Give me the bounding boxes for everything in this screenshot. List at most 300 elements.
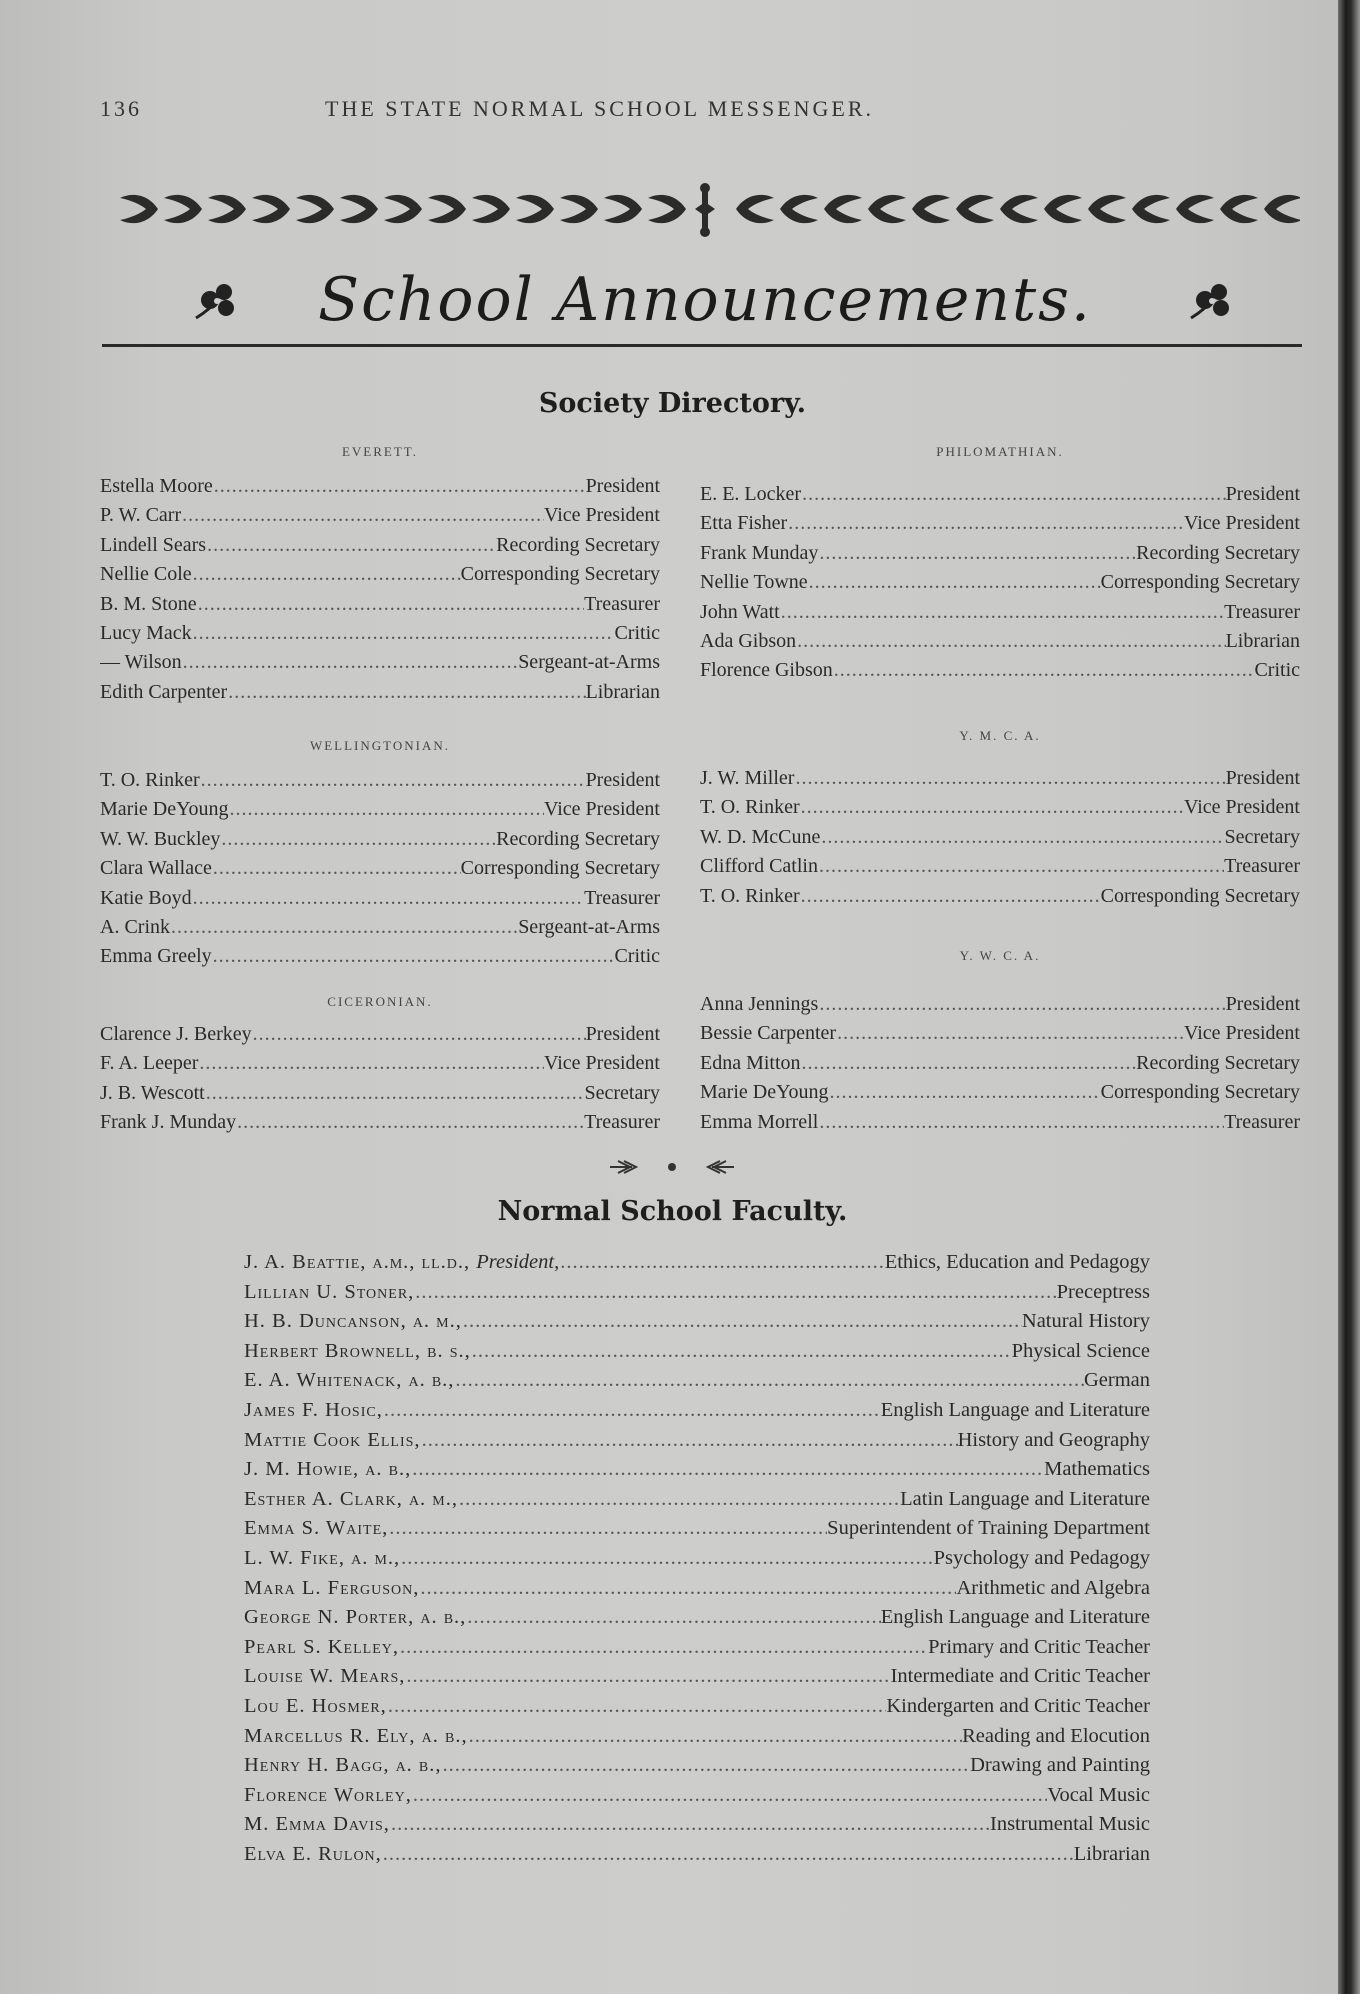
officer-role: Librarian [1225, 629, 1300, 652]
officer-role: Vice President [1184, 1022, 1300, 1045]
officer-role: Sergeant-at-Arms [518, 915, 660, 938]
leader-dots [796, 627, 1225, 656]
officer-row [100, 1020, 660, 1049]
faculty-subject: Superintendent of Training Department [827, 1517, 1150, 1540]
officer-role: Vice President [544, 798, 660, 821]
faculty-name [244, 1781, 412, 1811]
headline-text: School Announcements. [317, 265, 1092, 335]
leader-dots [220, 825, 496, 854]
officer-role: Critic [614, 621, 660, 644]
officer-role: Corresponding Secretary [1100, 884, 1300, 907]
officer-role: Recording Secretary [496, 827, 660, 850]
officer-row [700, 882, 1300, 911]
faculty-name-text: Esther A. Clark, a. m., [244, 1487, 459, 1510]
faculty-name-text: M. Emma Davis, [244, 1813, 390, 1836]
society-list-wellingtonian [100, 766, 660, 972]
ornament-leaf [912, 195, 950, 223]
officer-row [700, 509, 1300, 538]
ornament-leaf [1132, 195, 1170, 223]
officer-name: Emma Greely [100, 945, 212, 968]
faculty-name [244, 1426, 421, 1456]
ornament-leaf [384, 195, 422, 223]
faculty-row [244, 1485, 1150, 1515]
faculty-subject: Drawing and Painting [970, 1754, 1150, 1777]
society-list-ywca [700, 990, 1300, 1137]
faculty-name [244, 1455, 411, 1485]
faculty-name-text: Henry H. Bagg, a. b., [244, 1754, 442, 1777]
officer-row [700, 627, 1300, 656]
officer-name: Etta Fisher [700, 512, 788, 535]
officer-role: President [585, 475, 660, 497]
faculty-subject: Natural History [1021, 1310, 1150, 1333]
faculty-row [244, 1781, 1150, 1811]
officer-role: Treasurer [1224, 855, 1300, 878]
officer-name: Frank Munday [700, 541, 819, 564]
ornament-leaf [1088, 195, 1126, 223]
officer-name: E. E. Locker [700, 483, 802, 505]
leader-dots [382, 1840, 1074, 1870]
faculty-subject: Preceptress [1056, 1280, 1150, 1303]
officer-name: W. W. Buckley [100, 827, 221, 850]
leader-dots [212, 942, 615, 971]
faculty-row [244, 1278, 1150, 1308]
running-title: THE STATE NORMAL SCHOOL MESSENGER. [325, 96, 875, 121]
faculty-row [244, 1366, 1150, 1396]
fleuron-left-icon [190, 274, 244, 328]
faculty-row [244, 1692, 1150, 1722]
officer-role: Sergeant-at-Arms [518, 651, 660, 674]
officer-role: President [1225, 993, 1300, 1015]
officer-role: Critic [1254, 659, 1300, 682]
officer-row [700, 990, 1300, 1019]
faculty-name [244, 1722, 468, 1752]
officer-row [100, 678, 660, 707]
leader-dots [414, 1278, 1056, 1308]
faculty-row [244, 1722, 1150, 1752]
ornament-leaf [956, 195, 994, 223]
society-list-ciceronian [100, 1020, 660, 1138]
faculty-name [244, 1574, 419, 1604]
officer-name: Clara Wallace [100, 857, 212, 880]
officer-row [100, 942, 660, 971]
leader-dots [818, 1108, 1224, 1137]
leader-dots [400, 1544, 933, 1574]
leader-dots [181, 501, 544, 530]
faculty-name-text: Elva E. Rulon, [244, 1842, 382, 1865]
officer-name: — Wilson [100, 651, 182, 674]
faculty-row [244, 1544, 1150, 1574]
officer-row [700, 598, 1300, 627]
officer-row [100, 619, 660, 648]
officer-row [100, 560, 660, 589]
faculty-subject: Vocal Music [1047, 1783, 1150, 1806]
officer-row [100, 766, 660, 795]
faculty-list [244, 1248, 1150, 1869]
officer-row [100, 648, 660, 677]
officer-role: Secretary [1224, 825, 1300, 848]
society-directory-title: Society Directory. [538, 388, 807, 419]
fleuron-right-icon [1185, 274, 1239, 328]
leader-dots [390, 1810, 990, 1840]
officer-row [100, 531, 660, 560]
faculty-row [244, 1337, 1150, 1367]
faculty-subject: English Language and Literature [880, 1606, 1150, 1629]
faculty-row [244, 1574, 1150, 1604]
binding-edge [1338, 0, 1360, 1994]
leader-dots [197, 590, 584, 619]
faculty-name-text: Herbert Brownell, b. s., [244, 1339, 471, 1362]
officer-role: Treasurer [1224, 1110, 1300, 1133]
officer-role: Corresponding Secretary [460, 563, 660, 586]
officer-name: Anna Jennings [700, 993, 819, 1015]
officer-role: Vice President [1184, 512, 1300, 535]
faculty-subject: Mathematics [1044, 1458, 1150, 1481]
officer-row [700, 1078, 1300, 1107]
officer-row [100, 795, 660, 824]
ornament-leaf [208, 195, 246, 223]
officer-row [700, 764, 1300, 793]
leader-dots [192, 619, 615, 648]
ornament-leaf [736, 195, 774, 223]
ornament-leaf [1220, 195, 1258, 223]
officer-row [700, 480, 1300, 509]
faculty-row [244, 1840, 1150, 1870]
faculty-name-text: Emma S. Waite, [244, 1517, 389, 1540]
leader-dots [818, 990, 1225, 1019]
ornament-leaf [428, 195, 466, 223]
society-list-ymca [700, 764, 1300, 911]
officer-row [100, 854, 660, 883]
officer-row [100, 825, 660, 854]
leader-dots [801, 1049, 1137, 1078]
officer-name: Nellie Cole [100, 563, 192, 586]
officer-name: J. B. Wescott [100, 1081, 205, 1104]
faculty-name [244, 1278, 414, 1308]
faculty-name-text: Pearl S. Kelley, [244, 1635, 399, 1658]
officer-name: Florence Gibson [700, 659, 833, 682]
officer-name: Edna Mitton [700, 1051, 801, 1074]
officer-role: Corresponding Secretary [460, 857, 660, 880]
headline-rule [102, 344, 1302, 347]
officer-name: Estella Moore [100, 475, 213, 497]
leader-dots [198, 1049, 544, 1078]
leader-dots [454, 1366, 1084, 1396]
leader-dots [468, 1722, 963, 1752]
ornament-leaf [296, 195, 334, 223]
leader-dots [229, 795, 544, 824]
leader-dots [462, 1307, 1022, 1337]
officer-role: Vice President [1184, 796, 1300, 819]
officer-row [700, 1049, 1300, 1078]
faculty-row [244, 1307, 1150, 1337]
officer-row [100, 884, 660, 913]
page-number: 136 [100, 96, 142, 121]
officer-row [700, 656, 1300, 685]
officer-name: P. W. Carr [100, 504, 182, 527]
faculty-subject: Latin Language and Literature [900, 1487, 1150, 1510]
society-heading-ywca: Y. W. C. A. [959, 948, 1041, 963]
officer-row [700, 539, 1300, 568]
officer-row [100, 1108, 660, 1137]
faculty-name [244, 1692, 387, 1722]
officer-role: Recording Secretary [1136, 541, 1300, 564]
faculty-subject: Intermediate and Critic Teacher [890, 1665, 1150, 1688]
faculty-name-text: J. M. Howie, a. b., [244, 1458, 412, 1481]
leader-dots [387, 1692, 887, 1722]
faculty-title-text: President, [476, 1251, 560, 1273]
ornament-leaf [1264, 195, 1300, 223]
faculty-row [244, 1751, 1150, 1781]
officer-name: J. W. Miller [700, 767, 795, 789]
leader-dots [442, 1751, 971, 1781]
officer-name: Clarence J. Berkey [100, 1023, 252, 1045]
leader-dots [787, 509, 1184, 538]
officer-role: Vice President [544, 1052, 660, 1075]
leader-dots [412, 1781, 1047, 1811]
faculty-name [244, 1633, 399, 1663]
faculty-subject: Librarian [1073, 1842, 1150, 1865]
ornament-leaf [1000, 195, 1038, 223]
ornament-leaf [560, 195, 598, 223]
faculty-name-text: Mara L. Ferguson, [244, 1576, 420, 1599]
officer-role: Treasurer [1224, 600, 1300, 623]
officer-row [700, 823, 1300, 852]
ornament-center [695, 183, 715, 237]
officer-name: B. M. Stone [100, 592, 197, 615]
faculty-subject: Ethics, Education and Pedagogy [884, 1251, 1150, 1273]
leader-dots [466, 1603, 880, 1633]
faculty-name-text: E. A. Whitenack, a. b., [244, 1369, 455, 1392]
leader-dots [458, 1485, 900, 1515]
leader-dots [559, 1248, 884, 1278]
officer-name: Lindell Sears [100, 533, 207, 556]
faculty-subject: Reading and Elocution [962, 1724, 1150, 1747]
faculty-subject: Kindergarten and Critic Teacher [886, 1694, 1150, 1717]
ornament-leaf [120, 195, 158, 223]
ornament-leaf [516, 195, 554, 223]
faculty-name [244, 1396, 383, 1426]
officer-role: Secretary [584, 1081, 660, 1104]
faculty-name-text: George N. Porter, a. b., [244, 1606, 467, 1629]
officer-role: Corresponding Secretary [1100, 1081, 1300, 1104]
faculty-name [244, 1307, 462, 1337]
leader-dots [808, 568, 1101, 597]
leader-dots [213, 472, 586, 501]
leader-dots [212, 854, 461, 883]
faculty-subject: Physical Science [1011, 1339, 1150, 1362]
society-heading-wellingtonian: WELLINGTONIAN. [309, 738, 451, 753]
officer-name: Bessie Carpenter [700, 1022, 837, 1045]
officer-role: Recording Secretary [496, 533, 660, 556]
leader-dots [833, 656, 1255, 685]
leader-dots [421, 1426, 958, 1456]
officer-role: Librarian [585, 680, 660, 703]
faculty-name [244, 1544, 400, 1574]
officer-name: Ada Gibson [700, 629, 797, 652]
officer-row [100, 472, 660, 501]
leader-dots [170, 913, 518, 942]
faculty-subject: English Language and Literature [880, 1398, 1150, 1421]
officer-name: Emma Morrell [700, 1110, 819, 1133]
leader-dots [192, 884, 584, 913]
leader-dots [818, 852, 1224, 881]
society-heading-philomathian: PHILOMATHIAN. [936, 444, 1064, 459]
ornament-leaf [868, 195, 906, 223]
faculty-name-text: L. W. Fike, a. m., [244, 1546, 401, 1569]
faculty-name [244, 1751, 442, 1781]
officer-role: President [1225, 767, 1300, 789]
leader-dots [801, 480, 1225, 509]
leader-dots [200, 766, 586, 795]
faculty-subject: German [1083, 1369, 1150, 1392]
leader-dots [252, 1020, 586, 1049]
leader-dots [471, 1337, 1012, 1367]
leader-dots [794, 764, 1225, 793]
faculty-name-text: Lou E. Hosmer, [244, 1694, 387, 1717]
faculty-row [244, 1455, 1150, 1485]
leader-dots [383, 1396, 881, 1426]
officer-role: President [585, 1023, 660, 1045]
officer-name: Lucy Mack [100, 621, 192, 644]
faculty-name [244, 1514, 388, 1544]
officer-name: Nellie Towne [700, 571, 808, 594]
running-header [100, 96, 1300, 126]
officer-name: T. O. Rinker [700, 884, 800, 907]
faculty-name [244, 1485, 458, 1515]
leader-dots [419, 1574, 956, 1604]
faculty-row [244, 1514, 1150, 1544]
officer-row [100, 913, 660, 942]
leader-dots [206, 531, 496, 560]
leader-dots [399, 1633, 928, 1663]
officer-role: President [585, 769, 660, 791]
officer-role: Critic [614, 945, 660, 968]
faculty-name-text: Marcellus R. Ely, a. b., [244, 1724, 468, 1747]
society-list-philomathian [700, 480, 1300, 686]
officer-role: Treasurer [584, 592, 660, 615]
officer-role: Treasurer [584, 886, 660, 909]
officer-role: Treasurer [584, 1111, 660, 1134]
leader-dots [388, 1514, 827, 1544]
officer-role: President [1225, 483, 1300, 505]
officer-name: A. Crink [100, 915, 170, 938]
faculty-subject: Psychology and Pedagogy [933, 1546, 1150, 1569]
leader-dots [818, 539, 1136, 568]
leader-dots [205, 1079, 585, 1108]
faculty-row [244, 1248, 1150, 1278]
faculty-name [244, 1248, 559, 1278]
faculty-row [244, 1426, 1150, 1456]
faculty-name-text: Lillian U. Stoner, [244, 1280, 415, 1303]
officer-role: Vice President [544, 504, 660, 527]
leader-dots [236, 1108, 584, 1137]
faculty-row [244, 1603, 1150, 1633]
leader-dots [182, 648, 519, 677]
faculty-name [244, 1366, 454, 1396]
ornament-leaf [340, 195, 378, 223]
faculty-name-text: J. A. Beattie, a.m., ll.d., [244, 1251, 471, 1273]
faculty-name-text: James F. Hosic, [244, 1398, 383, 1421]
leader-dots [820, 823, 1224, 852]
ornament-leaf [164, 195, 202, 223]
faculty-name [244, 1810, 390, 1840]
ornament-leaf [824, 195, 862, 223]
faculty-row [244, 1633, 1150, 1663]
faculty-subject: Instrumental Music [990, 1813, 1150, 1836]
society-heading-everett: EVERETT. [341, 444, 419, 459]
officer-row [700, 852, 1300, 881]
officer-name: Marie DeYoung [100, 798, 229, 821]
faculty-name [244, 1662, 405, 1692]
ornament-leaf [1044, 195, 1082, 223]
officer-name: W. D. McCune [700, 825, 821, 848]
faculty-subject: Primary and Critic Teacher [928, 1635, 1150, 1658]
leader-dots [836, 1019, 1184, 1048]
ornament-leaf [472, 195, 510, 223]
officer-name: Edith Carpenter [100, 680, 228, 703]
officer-name: F. A. Leeper [100, 1052, 199, 1075]
officer-row [100, 1079, 660, 1108]
ornament-border [110, 178, 1300, 240]
ornament-leaf [648, 195, 686, 223]
officer-row [100, 501, 660, 530]
officer-name: Clifford Catlin [700, 855, 818, 878]
officer-name: Katie Boyd [100, 886, 192, 909]
faculty-name [244, 1603, 466, 1633]
society-heading-ymca: Y. M. C. A. [959, 728, 1041, 743]
society-list-everett [100, 472, 660, 707]
section-divider-icon [0, 1156, 1345, 1178]
officer-role: Corresponding Secretary [1100, 571, 1300, 594]
faculty-row [244, 1810, 1150, 1840]
ornament-leaf [780, 195, 818, 223]
leader-dots [800, 793, 1184, 822]
officer-row [700, 568, 1300, 597]
leader-dots [192, 560, 461, 589]
officer-name: T. O. Rinker [100, 769, 200, 791]
officer-row [100, 1049, 660, 1078]
leader-dots [829, 1078, 1101, 1107]
officer-name: T. O. Rinker [700, 796, 800, 819]
faculty-name [244, 1337, 471, 1367]
officer-row [100, 590, 660, 619]
officer-name: Frank J. Munday [100, 1111, 237, 1134]
faculty-name-text: Florence Worley, [244, 1783, 412, 1806]
ornament-leaf [1176, 195, 1214, 223]
ornament-leaf [252, 195, 290, 223]
faculty-row [244, 1662, 1150, 1692]
section-headline [110, 252, 1300, 348]
officer-row [700, 1108, 1300, 1137]
faculty-row [244, 1396, 1150, 1426]
officer-role: Recording Secretary [1136, 1051, 1300, 1074]
faculty-subject: Arithmetic and Algebra [956, 1576, 1150, 1599]
leader-dots [411, 1455, 1044, 1485]
ornament-leaf [604, 195, 642, 223]
faculty-subject: History and Geography [957, 1428, 1150, 1451]
officer-name: John Watt [700, 600, 780, 623]
officer-name: Marie DeYoung [700, 1081, 829, 1104]
leader-dots [227, 678, 585, 707]
officer-row [700, 793, 1300, 822]
society-heading-ciceronian: CICERONIAN. [327, 994, 433, 1009]
leader-dots [780, 598, 1224, 627]
leader-dots [405, 1662, 890, 1692]
faculty-title: Normal School Faculty. [497, 1196, 848, 1227]
faculty-name-text: H. B. Duncanson, a. m., [244, 1310, 462, 1333]
leader-dots [800, 882, 1101, 911]
officer-row [700, 1019, 1300, 1048]
